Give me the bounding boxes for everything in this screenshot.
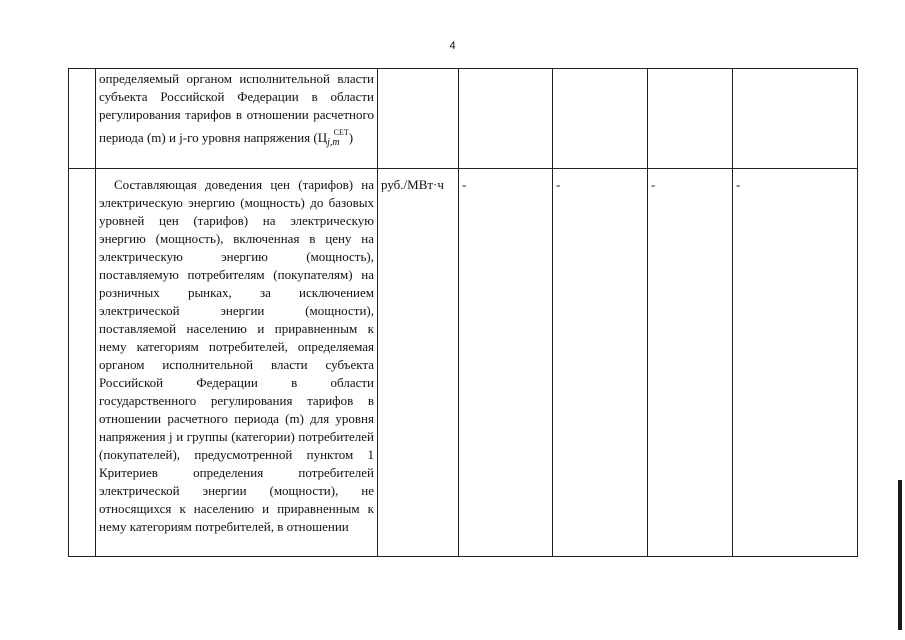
value-cell: [733, 69, 858, 169]
tariff-symbol: [317, 128, 349, 148]
symbol-superscript: СЕТ: [333, 128, 349, 137]
value-cell: -: [459, 169, 553, 557]
value-cell: [553, 69, 648, 169]
value-cell: -: [648, 169, 733, 557]
page-number: 4: [449, 40, 456, 52]
symbol-subscript: j,m: [327, 137, 340, 148]
table-row: [69, 169, 858, 557]
value-cell: [648, 69, 733, 169]
table-row: [69, 69, 858, 169]
scan-edge-mark: [898, 480, 902, 630]
description-cell: [96, 169, 378, 557]
empty-index-cell: [69, 169, 96, 557]
empty-index-cell: [69, 69, 96, 169]
value-cell: [459, 69, 553, 169]
value-cell: -: [733, 169, 858, 557]
tariff-table: [68, 68, 858, 557]
unit-cell: руб./МВт·ч: [378, 169, 459, 557]
description-text: Составляющая доведения цен (тарифов) на электрическую энергию (мощность) до базовых уровней цен (тарифов) на электрическую энергию (мощность), включенная в цену на электрическую энергию (мощность), поставляемую потребителям (покупателям) на розничных рынках, за исключением электрической энергии (мощности), поставляемой населению и приравненным к нему категориям потребителей, определяемая органом исполнительной власти субъекта Российской Федерации в области государственного регулирования тарифов в отношении расчетного периода (m) для уровня напряжения j и группы (категории) потребителей (покупателей), предусмотренной пунктом 1 Критериев определения потребителей электрической энергии (мощности), не относящихся к населению и приравненным к нему категориям потребителей, в отношении: [99, 177, 374, 534]
description-text-end: ): [348, 130, 354, 145]
unit-cell: [378, 69, 459, 169]
description-cell: [96, 69, 378, 169]
symbol-base: Ц: [317, 130, 328, 145]
value-cell: -: [553, 169, 648, 557]
description-text: определяемый органом исполнительной власти субъекта Российской Федерации в области регулирования тарифов в отношении расчетного периода (m) и j-го уровня напряжения (: [99, 71, 374, 145]
